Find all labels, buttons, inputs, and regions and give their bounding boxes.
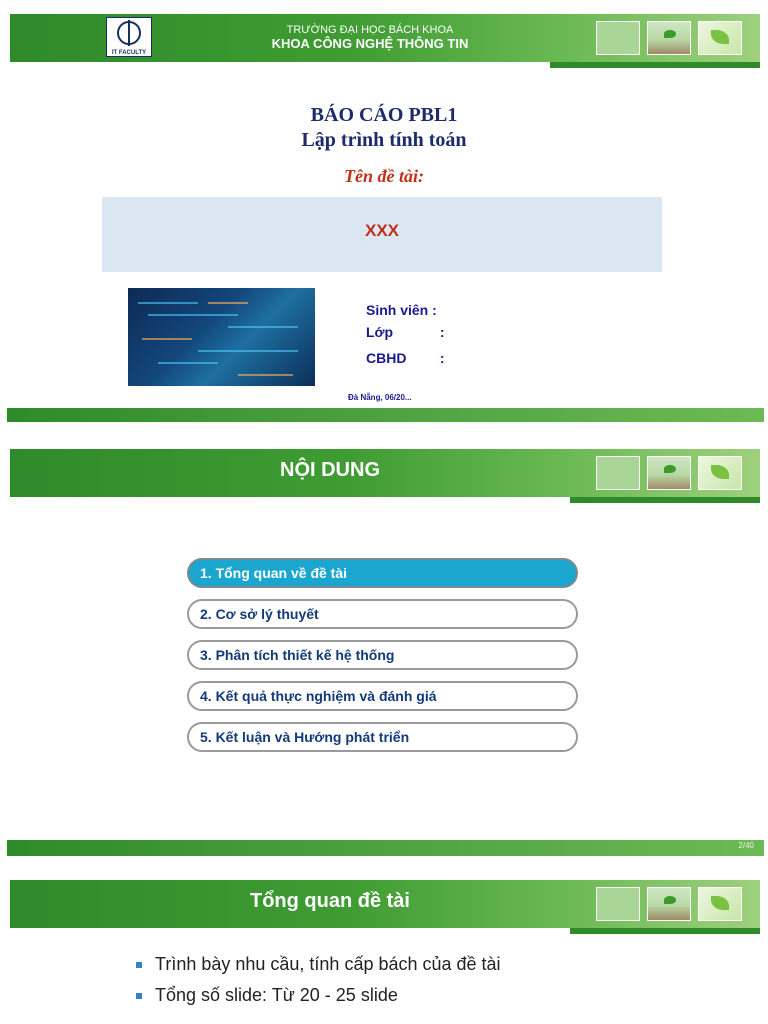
slide-title: NỘI DUNG [280, 459, 380, 481]
field-separator: : [439, 350, 445, 366]
faculty-logo [106, 17, 152, 57]
leaf-tile-icon [698, 887, 742, 921]
bullet-list [136, 954, 501, 1016]
cover-slide [0, 0, 768, 428]
logo-emblem-icon [117, 21, 141, 45]
footer-bar [7, 408, 764, 422]
header-tiles [596, 456, 742, 490]
subject-title: Lập trình tính toán [301, 129, 467, 151]
student-field [366, 302, 437, 318]
class-field [366, 324, 445, 340]
bullet-square-icon [136, 993, 142, 999]
field-label: Lớp [366, 324, 394, 340]
report-date: Đà Nẵng, 06/20... [348, 393, 412, 402]
leaf-tile-icon [698, 21, 742, 55]
plain-tile-icon [596, 887, 640, 921]
plain-tile-icon [596, 21, 640, 55]
toc-item-overview[interactable]: 1. Tổng quan về đề tài [187, 558, 578, 588]
footer-bar [7, 840, 764, 856]
seedling-tile-icon [647, 456, 691, 490]
leaf-tile-icon [698, 456, 742, 490]
supervisor-field [366, 350, 445, 366]
toc-item-results[interactable]: 4. Kết quả thực nghiệm và đánh giá [187, 681, 578, 711]
toc-item-theory[interactable]: 2. Cơ sở lý thuyết [187, 599, 578, 629]
university-name: TRƯỜNG ĐẠI HỌC BÁCH KHOA [286, 24, 454, 36]
topic-box [102, 197, 662, 272]
header-tiles [596, 21, 742, 55]
page-number: 2/40 [738, 841, 754, 850]
header-banner [10, 449, 760, 497]
field-label: Sinh viên [366, 302, 429, 318]
logo-text: IT FACULTY [111, 50, 147, 56]
contents-slide [0, 435, 768, 861]
bullet-text: Trình bày nhu cầu, tính cấp bách của đề tài [155, 954, 501, 974]
overview-slide [0, 866, 768, 1024]
faculty-name: KHOA CÔNG NGHỆ THÔNG TIN [271, 36, 469, 51]
plain-tile-icon [596, 456, 640, 490]
topic-label: Tên đề tài: [344, 166, 424, 186]
code-image [128, 288, 315, 386]
seedling-tile-icon [647, 21, 691, 55]
field-separator: : [439, 324, 445, 340]
bullet-item [136, 954, 501, 975]
seedling-tile-icon [647, 887, 691, 921]
toc-item-design[interactable]: 3. Phân tích thiết kế hệ thống [187, 640, 578, 670]
bullet-square-icon [136, 962, 142, 968]
toc-item-conclusion[interactable]: 5. Kết luận và Hướng phát triển [187, 722, 578, 752]
field-label: CBHD [366, 350, 407, 366]
bullet-item [136, 985, 501, 1006]
report-title: BÁO CÁO PBL1 [310, 104, 458, 126]
bullet-text: Tổng số slide: Từ 20 - 25 slide [155, 985, 398, 1005]
header-tiles [596, 887, 742, 921]
field-separator: : [432, 302, 437, 318]
header-banner [10, 880, 760, 928]
institution-heading [240, 24, 500, 51]
slide-title: Tổng quan đề tài [250, 890, 410, 912]
topic-name: XXX [364, 221, 400, 240]
